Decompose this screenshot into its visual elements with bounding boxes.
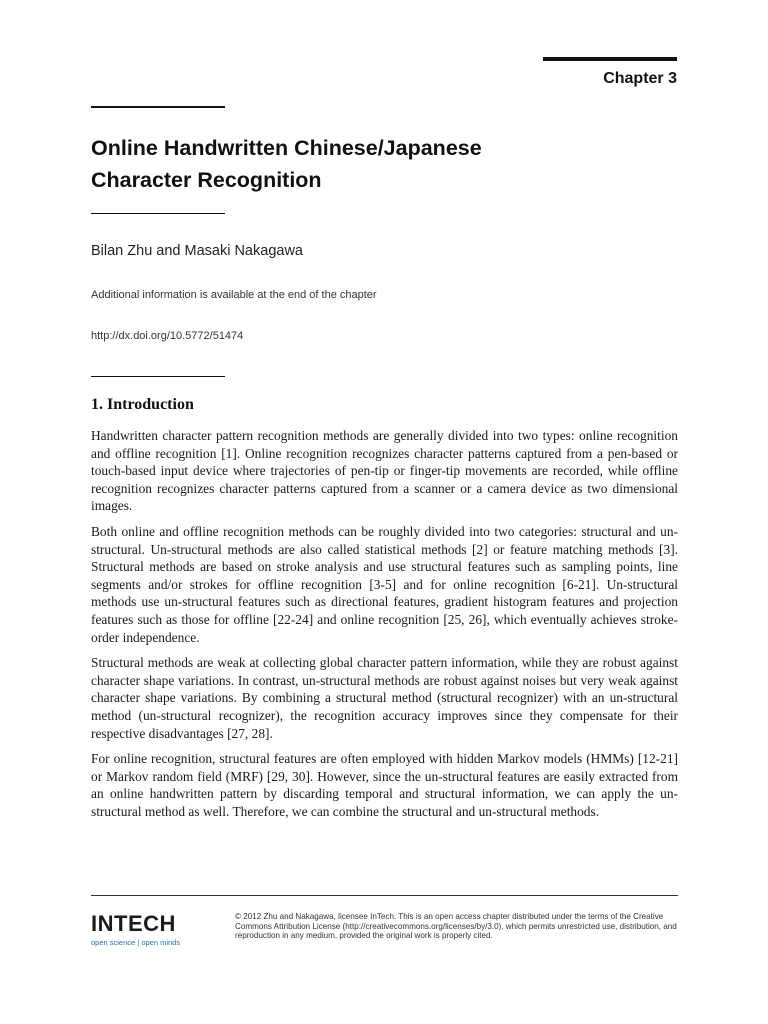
title-line-2: Character Recognition bbox=[91, 168, 322, 192]
title-line-1: Online Handwritten Chinese/Japanese bbox=[91, 136, 482, 160]
chapter-title bbox=[91, 132, 651, 196]
paragraph: For online recognition, structural features are often employed with hidden Markov models (HMMs) [12-21] or Markov random field (MRF) [29, 30]. However, since the un-structural features are easily extracted from an online handwritten pattern by discarding temporal and structural information, we can apply the un-structural method as well. Therefore, we can combine the structural and un-structural methods. bbox=[91, 751, 678, 819]
additional-info: Additional information is available at the end of the chapter bbox=[91, 289, 377, 301]
paragraph: Both online and offline recognition methods can be roughly divided into two categories: structural and un-structural. Un-structural methods are also called statistical methods [2] or feature matching methods [3]. Structural methods are based on stroke analysis and use structural features such as sampling points, line segments and/or strokes for offline recognition [3-5] and for online recognition [6-21]. Un-structural methods use un-structural features such as directional features, gradient histogram features and projection features such as those for offline [22-24] and online recognition [25, 26], which eventually achieves stroke-order independence. bbox=[91, 523, 678, 645]
paragraph: Structural methods are weak at collecting global character pattern information, while they are robust against character shape variations. In contrast, un-structural methods are robust against noises but very weak against character shape variations. By combining a structural method (structural recognizer) with an un-structural method (un-structural recognizer), the recognition accuracy improves since they compensate for their respective disadvantages [27, 28]. bbox=[91, 655, 678, 741]
title-top-rule bbox=[91, 106, 225, 108]
footer-rule bbox=[91, 895, 678, 896]
authors: Bilan Zhu and Masaki Nakagawa bbox=[91, 243, 303, 259]
logo-text: INTECH bbox=[91, 911, 176, 936]
logo-tagline: open science | open minds bbox=[91, 938, 181, 947]
license-text: © 2012 Zhu and Nakagawa, licensee InTech. This is an open access chapter distributed under the terms of the Creative Commons Attribution License (http://creativecommons.org/licenses/by/3.0), which permits unrestricted use, distribution, and reproduction in any medium, provided the original work is properly cited. bbox=[235, 912, 677, 941]
chapter-label: Chapter 3 bbox=[603, 70, 677, 87]
section-rule bbox=[91, 376, 225, 377]
intech-logo bbox=[91, 912, 180, 947]
body-text bbox=[91, 427, 678, 828]
title-bottom-rule bbox=[91, 213, 225, 214]
chapter-bar bbox=[543, 57, 677, 61]
section-heading: 1. Introduction bbox=[91, 396, 194, 413]
paragraph: Handwritten character pattern recognition methods are generally divided into two types: online recognition and offline recognition [1]. Online recognition recognizes character patterns captured from a pen-based or touch-based input device where trajectories of pen-tip or finger-tip movements are recorded, while offline recognition recognizes character patterns captured from a scanner or a camera device as two dimensional images. bbox=[91, 428, 678, 514]
doi-link[interactable]: http://dx.doi.org/10.5772/51474 bbox=[91, 330, 244, 342]
